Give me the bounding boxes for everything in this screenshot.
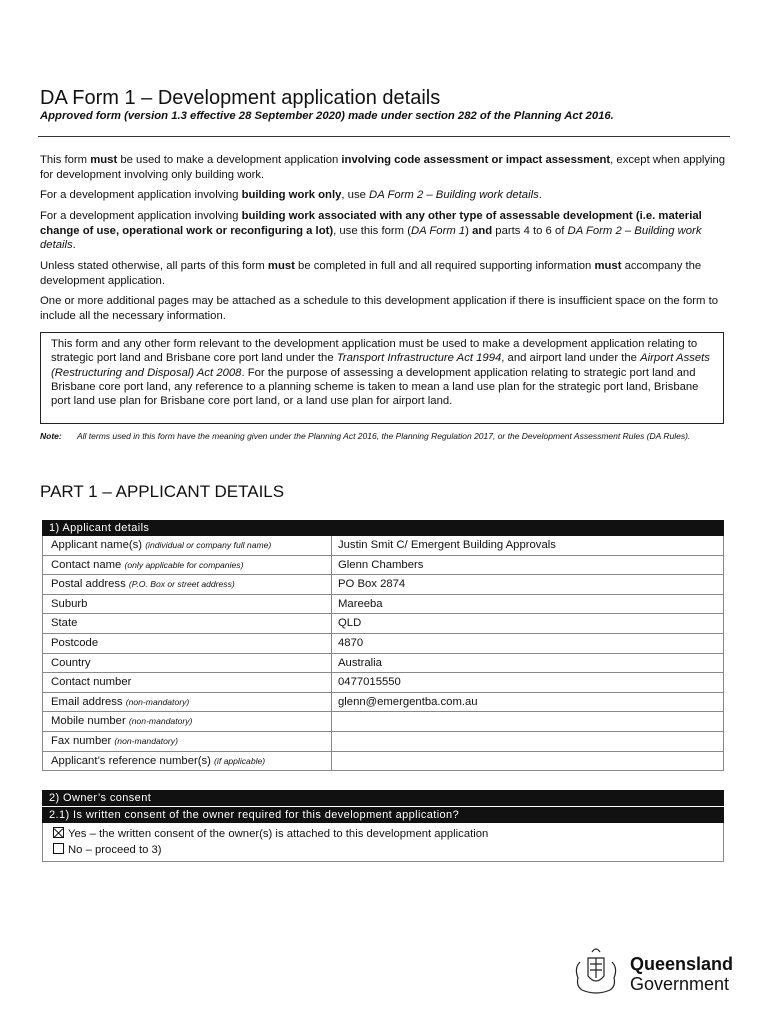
field-label (43, 673, 332, 692)
intro-paragraph-1: This form must be used to make a development application involving code assessment or impact assessment, except when applying for development involving only building work. (40, 154, 726, 181)
note-text: All terms used in this form have the meaning given under the Planning Act 2016, the Planning Regulation 2017, or the Development Assessment Rules (DA Rules). (77, 431, 691, 441)
field-hint: (individual or company full name) (145, 540, 272, 550)
field-label-text: Contact name (51, 558, 122, 571)
field-label-text: State (51, 617, 78, 630)
table-row (43, 575, 723, 595)
note-label: Note: (40, 431, 62, 441)
checkbox-checked-icon[interactable] (53, 827, 64, 838)
table-row (43, 556, 723, 576)
applicant-details-header: 1) Applicant details (42, 520, 724, 536)
logo-line-2: Government (630, 974, 730, 994)
field-label-text: Suburb (51, 597, 88, 610)
coat-of-arms-icon (566, 944, 626, 1002)
field-hint: (P.O. Box or street address) (128, 579, 235, 590)
field-label (43, 693, 332, 712)
field-hint: (non-mandatory) (125, 696, 190, 707)
field-value[interactable]: QLD (338, 617, 362, 630)
table-row (43, 654, 723, 674)
field-hint: (only applicable for companies) (124, 559, 244, 570)
field-label (43, 614, 332, 633)
intro-paragraph-5: One or more additional pages may be attached as a schedule to this development application if there is insufficient space on the form to include all the necessary information. (40, 295, 719, 322)
table-row (43, 752, 723, 772)
table-row (43, 673, 723, 693)
field-value[interactable]: PO Box 2874 (338, 578, 406, 591)
title-divider (38, 136, 730, 137)
field-label-text: Fax number (51, 734, 112, 747)
field-label (43, 654, 332, 673)
field-hint: (non-mandatory) (114, 735, 178, 746)
field-label-text: Applicant’s reference number(s) (51, 754, 211, 767)
field-value[interactable]: glenn@emergentba.com.au (338, 695, 478, 708)
part-1-heading: PART 1 – APPLICANT DETAILS (40, 482, 285, 501)
field-label (43, 752, 332, 771)
field-value[interactable]: 4870 (338, 636, 364, 649)
page-subtitle: Approved form (version 1.3 effective 28 September 2020) made under section 282 of the Planning Act 2016. (40, 110, 614, 122)
field-label (43, 575, 332, 594)
field-label-text: Contact number (51, 676, 132, 689)
field-label-text: Mobile number (51, 715, 126, 728)
table-row (43, 634, 723, 654)
field-label-text: Email address (51, 695, 123, 708)
logo-line-1: Queensland (630, 954, 734, 974)
checkbox-empty-icon[interactable] (53, 843, 64, 854)
applicant-rows (42, 536, 724, 771)
field-hint: (non-mandatory) (128, 716, 193, 727)
consent-option-no[interactable]: No – proceed to 3) (53, 842, 713, 858)
table-row (43, 712, 723, 732)
applicant-details-table (42, 520, 724, 771)
field-value[interactable] (332, 752, 723, 771)
consent-option-yes[interactable]: Yes – the written consent of the owner(s) is attached to this development application (53, 826, 713, 842)
logo-wordmark (630, 954, 733, 994)
field-label (43, 732, 332, 751)
field-value[interactable]: Justin Smit C/ Emergent Building Approvals (338, 539, 556, 551)
field-label (43, 595, 332, 614)
field-label-text: Postal address (51, 578, 126, 591)
field-label (43, 634, 332, 653)
field-value[interactable]: Australia (338, 656, 382, 669)
queensland-government-logo (566, 944, 736, 1000)
field-value[interactable] (332, 732, 723, 751)
field-label (43, 556, 332, 575)
field-hint: (if applicable) (214, 755, 266, 766)
intro-paragraph-3: For a development application involving building work associated with any other type of assessable development (i.e. material change of use, operational work or reconfiguring a lot), use this form (DA Form 1) and parts 4 to 6 of DA Form 2 – Building work details. (40, 210, 702, 251)
field-label-text: Postcode (51, 636, 99, 649)
table-row (43, 732, 723, 752)
field-label-text: Applicant name(s) (51, 539, 143, 551)
field-value[interactable]: Glenn Chambers (338, 558, 424, 571)
intro-paragraph-2: For a development application involving building work only, use DA Form 2 – Building work details. (40, 189, 542, 201)
owner-consent-options (42, 823, 724, 862)
field-value[interactable]: 0477015550 (338, 676, 401, 689)
table-row (43, 693, 723, 713)
table-row (43, 536, 723, 556)
owner-consent-question: 2.1) Is written consent of the owner required for this development application? (42, 806, 724, 823)
field-value[interactable] (332, 712, 723, 731)
field-label-text: Country (51, 656, 91, 669)
table-row (43, 614, 723, 634)
page-title: DA Form 1 – Development application details (40, 87, 441, 109)
table-row (43, 595, 723, 615)
field-label (43, 712, 332, 731)
field-label (43, 536, 332, 555)
owner-consent-table (42, 790, 724, 862)
intro-paragraph-4: Unless stated otherwise, all parts of this form must be completed in full and all required supporting information must accompany the development application. (40, 260, 702, 287)
field-value[interactable]: Mareeba (338, 597, 383, 610)
port-land-info-box: This form and any other form relevant to the development application must be used to make a development application relating to strategic port land and Brisbane core port land under the Transport Infrastructure Act 1994, and airport land under the Airport Assets (Restructuring and Disposal) Act 2008. For the purpose of assessing a development application relating to strategic port land and Brisbane core port land, any reference to a planning scheme is taken to mean a land use plan for the strategic port land, Brisbane port land use plan for Brisbane core port land, or a land use plan for airport land. (40, 332, 724, 424)
owner-consent-header: 2) Owner’s consent (42, 790, 724, 806)
